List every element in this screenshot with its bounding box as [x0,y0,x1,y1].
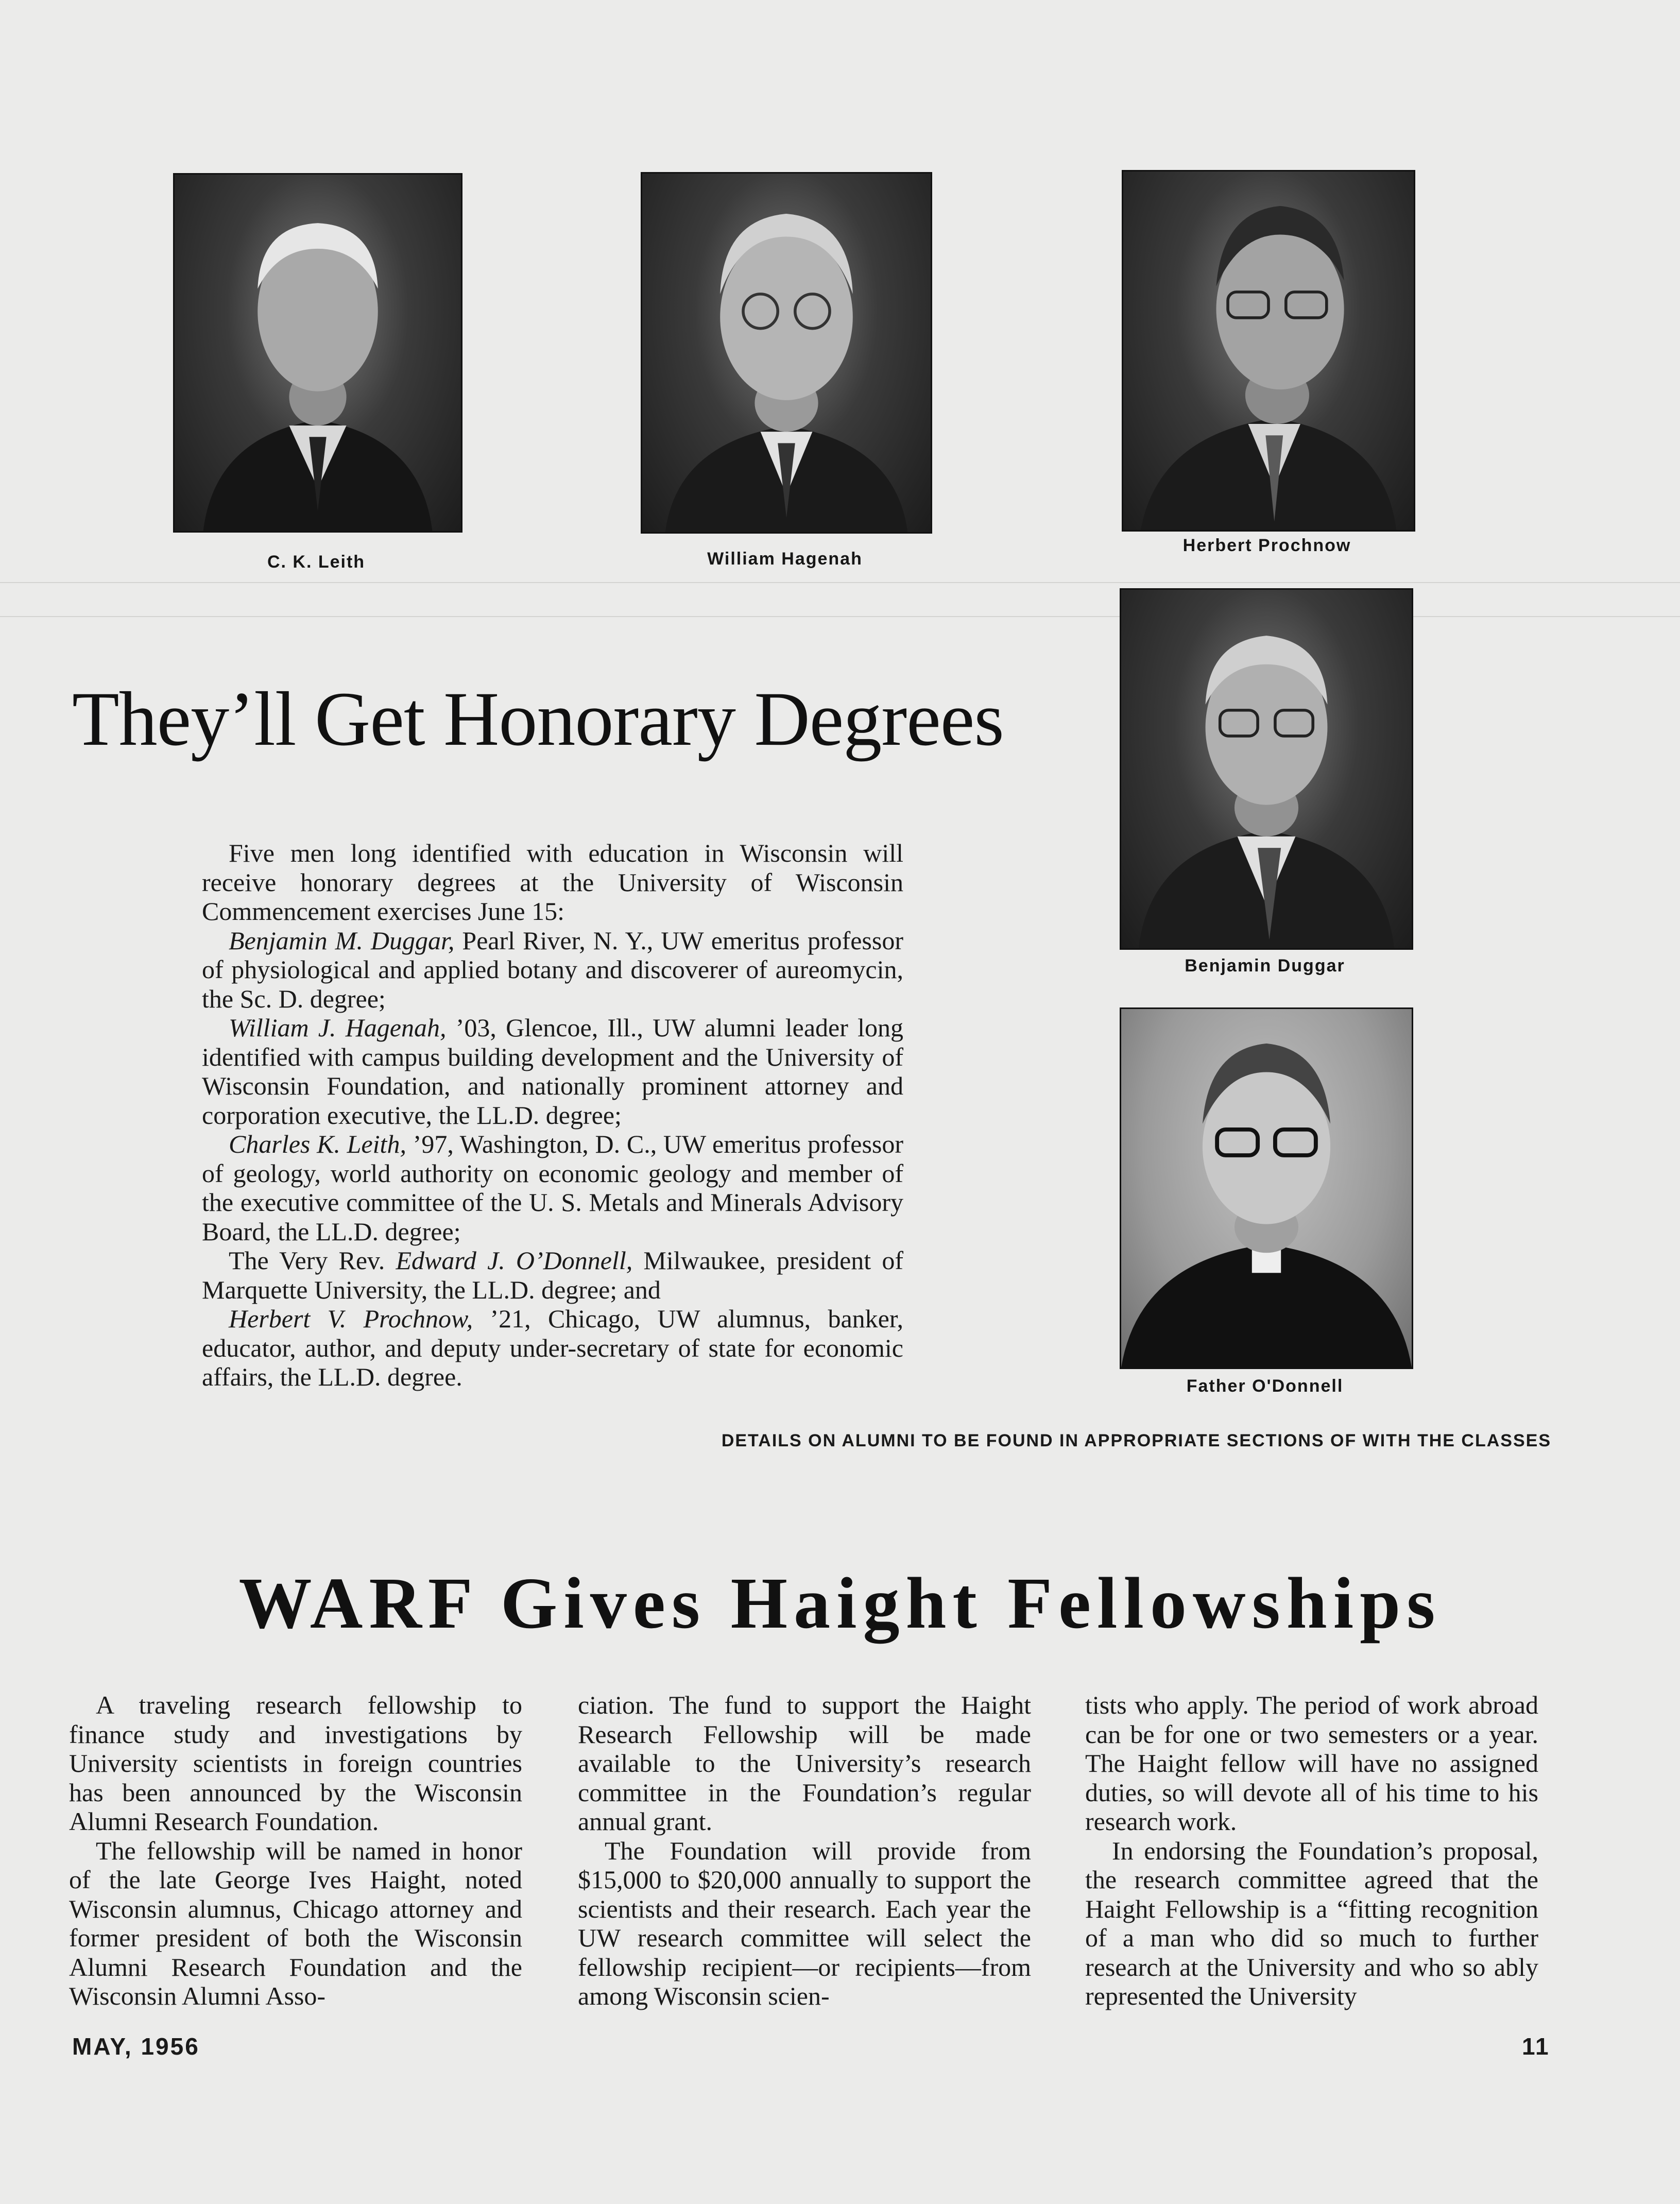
paragraph: A traveling research fellowship to finance study and investigations by University scientists in foreign countries has been announced by the Wisconsin Alumni Research Foundation. [69,1690,522,1836]
entry-name: Herbert V. Prochnow, [229,1304,473,1333]
paragraph: The Foundation will provide from $15,000 to $20,000 annually to support the scientists and their research. Each year the UW research committee will select the fellowship recipient—or recipients—from among Wisconsin scien- [578,1836,1031,2010]
portrait-caption: William Hagenah [707,549,863,569]
portrait-photo-icon [1123,172,1414,530]
divider [0,582,1680,583]
entry-text: Pearl River, N. Y., UW emeritus professor of physiological and applied botany and discoverer of aureomycin, the Sc. D. degree; [202,926,903,1013]
portrait-caption: C. K. Leith [267,552,366,572]
portrait-photo-hagenah [641,172,932,534]
portrait-caption: Benjamin Duggar [1185,956,1345,976]
article-column-3 [1085,1690,1538,2011]
entry-duggar [202,926,903,1014]
entry-text: Milwaukee, president of Marquette University, the LL.D. degree; and [202,1246,903,1304]
headline-honorary-degrees: They’ll Get Honorary Degrees [72,676,1004,762]
portrait-photo-prochnow [1122,170,1415,532]
paragraph: In endorsing the Foundation’s proposal, the research committee agreed that the Haight Fellowship is a “fitting recognition of a man who did so much to further research at the University and who so ably represented the University [1085,1836,1538,2010]
honorary-degrees-body [202,839,903,1392]
entry-odonnell [202,1246,903,1304]
entry-hagenah [202,1013,903,1130]
entry-name: William J. Hagenah, [229,1013,447,1042]
entry-text: ’21, Chicago, UW alumnus, banker, educator, author, and deputy under-secretary of state for economic affairs, the LL.D. degree. [202,1304,904,1391]
entry-leith [202,1130,903,1246]
portrait-photo-odonnell [1120,1007,1413,1369]
paragraph: ciation. The fund to support the Haight Research Fellowship will be made available to the University’s research committee in the Foundation’s regular annual grant. [578,1690,1031,1836]
headline-warf-fellowships: WARF Gives Haight Fellowships [238,1562,1442,1644]
portrait-photo-icon [1121,1009,1412,1368]
portrait-photo-icon [175,175,461,531]
entry-name: Charles K. Leith, [229,1130,406,1158]
portrait-photo-icon [642,174,931,532]
paragraph: tists who apply. The period of work abroad can be for one or two semesters or a year. The Haight fellow will have no assigned duties, so will devote all of his time to his research work. [1085,1690,1538,1836]
portrait-photo-leith [173,173,462,533]
entry-text: ’97, Washington, D. C., UW emeritus professor of geology, world authority on economic geology and member of the executive committee of the U. S. Metals and Minerals Advisory Board, the LL.D. degree; [202,1130,904,1246]
article-column-1 [69,1690,522,2011]
intro-paragraph: Five men long identified with education in Wisconsin will receive honorary degrees at the University of Wisconsin Commencement exercises June 15: [202,839,903,926]
entry-name: Edward J. O’Donnell, [396,1246,633,1275]
entry-prefix: The Very Rev. [229,1246,396,1275]
entry-text: ’03, Glencoe, Ill., UW alumni leader long identified with campus building development and the University of Wisconsin Foundation, and nationally prominent attorney and corporation executive, the LL.D. degree; [202,1013,904,1130]
divider [0,616,1680,617]
portrait-caption: Father O'Donnell [1186,1376,1344,1396]
portrait-photo-duggar [1120,588,1413,950]
article-column-2 [578,1690,1031,2011]
issue-date: MAY, 1956 [72,2033,200,2060]
entry-name: Benjamin M. Duggar, [229,926,455,955]
details-note: DETAILS ON ALUMNI TO BE FOUND IN APPROPRIATE SECTIONS OF WITH THE CLASSES [721,1431,1551,1450]
portrait-caption: Herbert Prochnow [1182,536,1351,555]
portrait-photo-icon [1121,590,1412,948]
entry-prochnow [202,1304,903,1392]
paragraph: The fellowship will be named in honor of the late George Ives Haight, noted Wisconsin alumnus, Chicago attorney and former president of both the Wisconsin Alumni Research Foundation and the Wisconsin Alumni Asso- [69,1836,522,2010]
page-number: 11 [1522,2033,1550,2060]
